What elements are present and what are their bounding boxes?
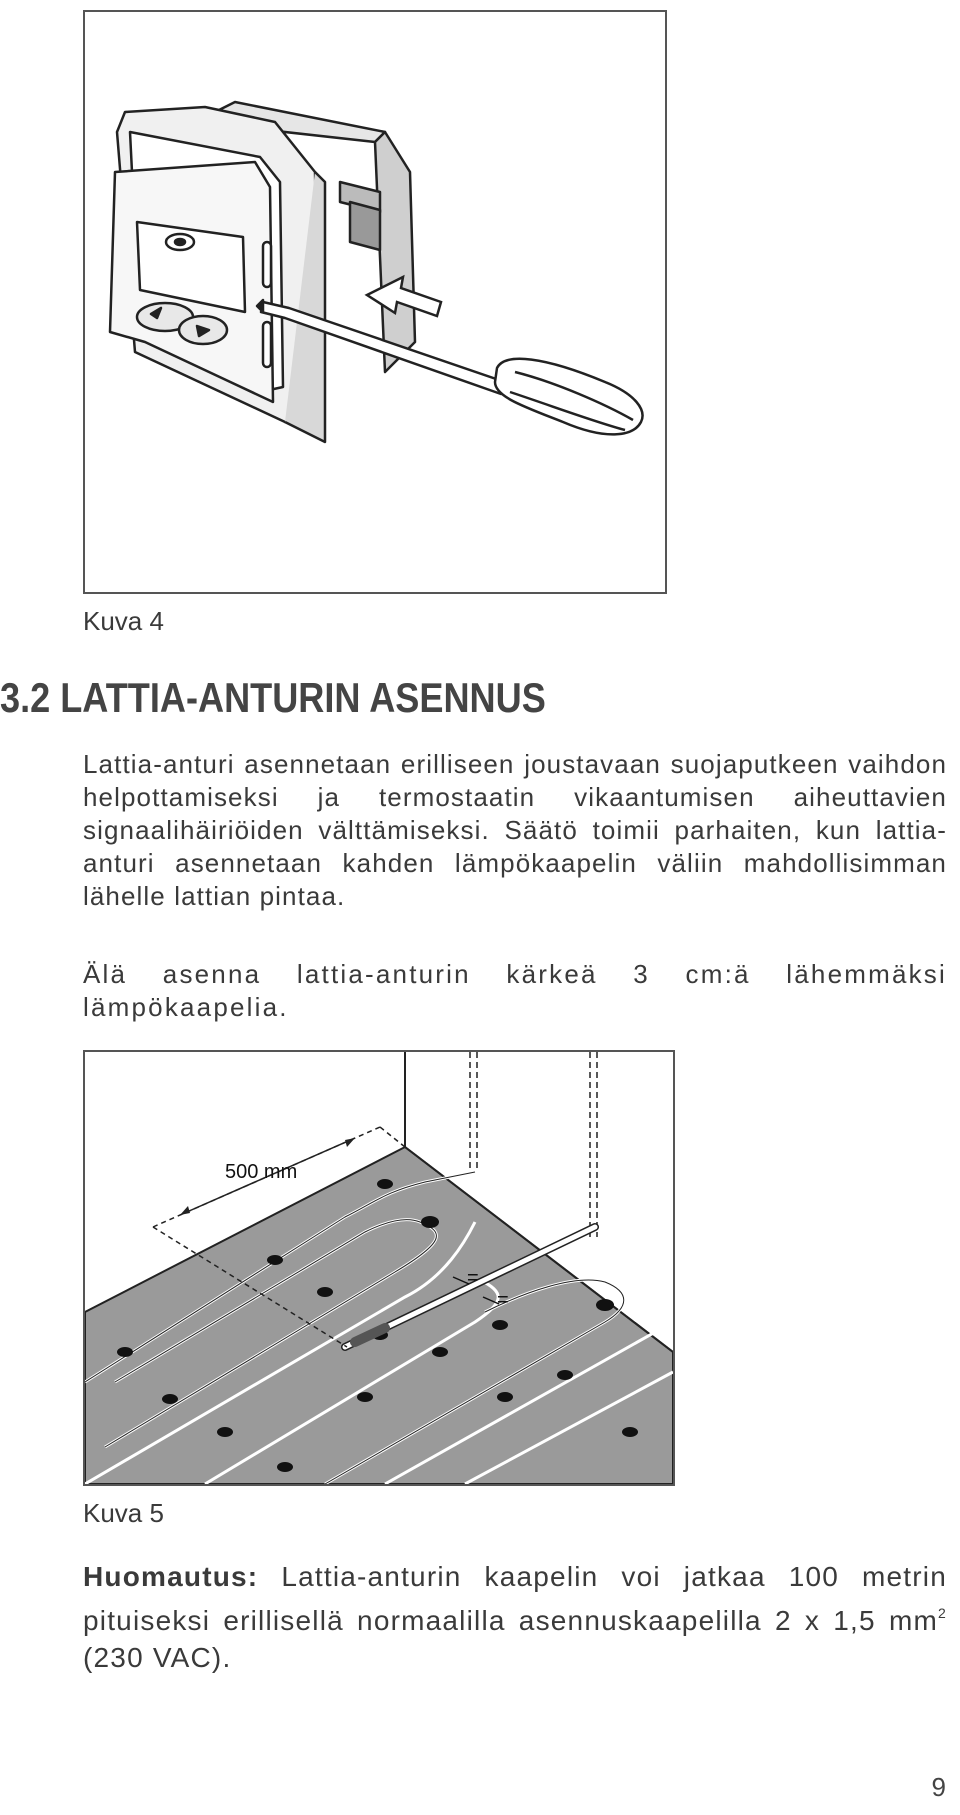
section-heading: 3.2 LATTIA-ANTURIN ASENNUS <box>0 674 546 721</box>
thermostat-screwdriver-drawing <box>85 12 665 592</box>
note-paragraph <box>83 1558 947 1676</box>
figure-5-caption: Kuva 5 <box>83 1498 164 1528</box>
floor-cable-layout-drawing <box>85 1052 673 1484</box>
dimension-label: 500 mm <box>225 1161 298 1183</box>
page-number: 9 <box>931 1772 946 1802</box>
paragraph-sensor-installation: Lattia-anturi asennetaan erilliseen joustavaan suojaputkeen vaihdon helpottamiseksi ja termostaatin vikaantumisen aiheuttavien signaalihäiriöiden välttämiseksi. Säätö toimii parhaiten, kun lattia-anturi asennetaan kahden lämpökaapelin väliin mahdollisimman lähelle lattian pintaa. <box>83 749 947 911</box>
note-label: Huomautus: <box>83 1561 259 1592</box>
note-superscript: 2 <box>938 1605 947 1621</box>
figure-5-illustration <box>83 1050 675 1486</box>
paragraph-sensor-distance: Älä asenna lattia-anturin kärkeä 3 cm:ä lähemmäksi lämpökaapelia. <box>83 959 947 1022</box>
note-text-end: (230 VAC). <box>83 1642 232 1673</box>
note-text: Lattia-anturin kaapelin voi jatkaa 100 metrin pituiseksi erillisellä normaalilla asennuskaapelilla 2 x 1,5 mm <box>83 1561 947 1636</box>
equal-spacing-mark-1: = <box>467 1267 479 1289</box>
equal-spacing-mark-2: = <box>497 1289 509 1311</box>
figure-4-caption: Kuva 4 <box>83 606 164 636</box>
figure-4-illustration <box>83 10 667 594</box>
